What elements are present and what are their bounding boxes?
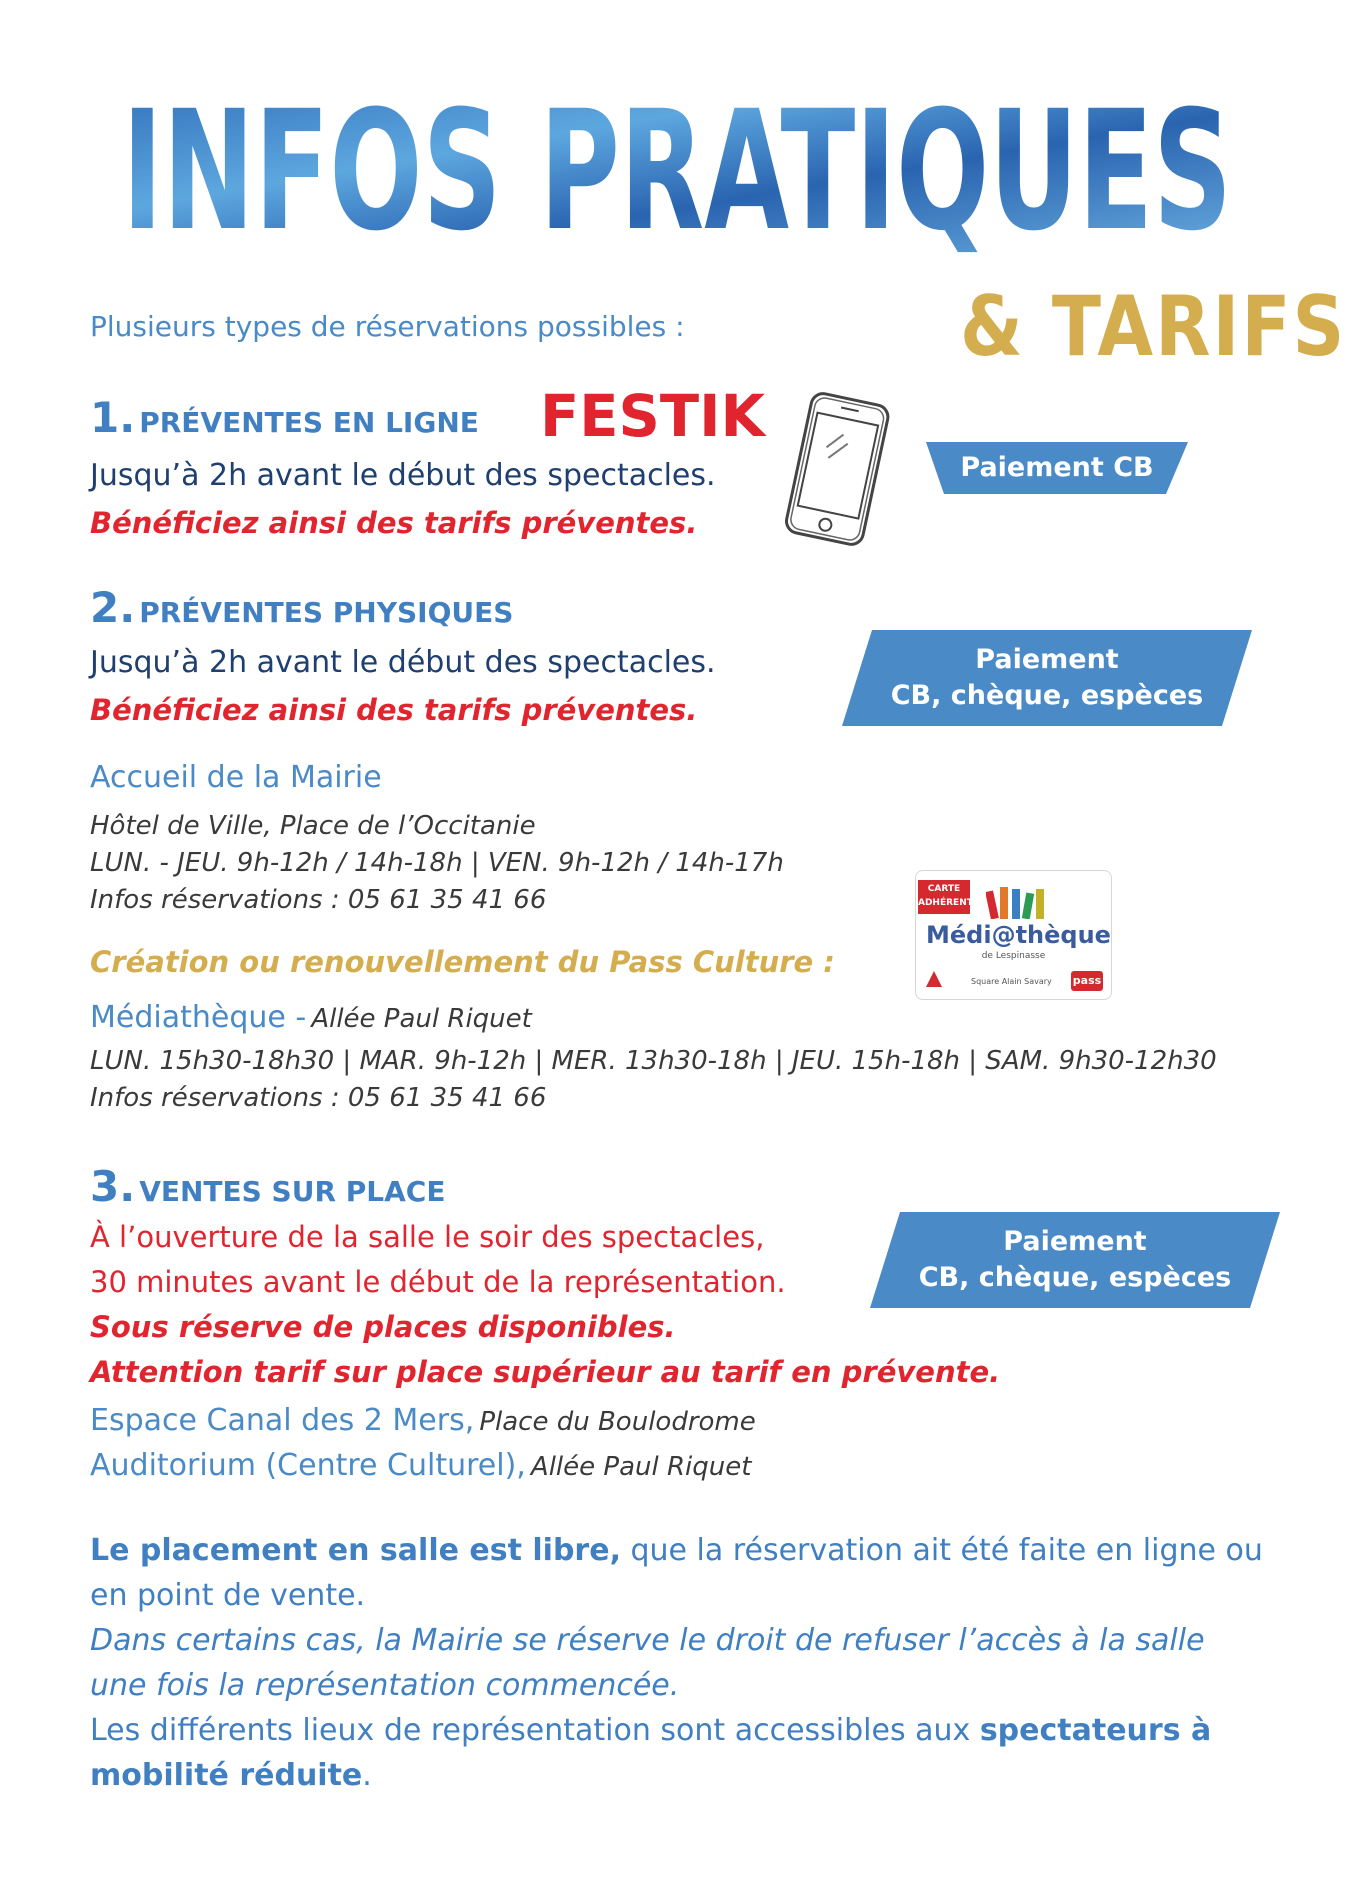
venue2-address: Allée Paul Riquet — [530, 1452, 752, 1482]
section1-line1: Jusqu’à 2h avant le début des spectacles. — [90, 458, 716, 493]
page-title — [122, 78, 1242, 258]
footer-paragraph-3 — [90, 1708, 1270, 1798]
footer-p3-end: . — [362, 1758, 372, 1793]
mediatheque-address: Allée Paul Riquet — [311, 1004, 532, 1034]
payment-badge-1 — [926, 442, 1188, 494]
section1-heading — [90, 393, 479, 442]
payment-badge-3-line1: Paiement — [1003, 1226, 1147, 1257]
section3-heading — [90, 1162, 445, 1211]
mairie-phone: Infos réservations : 05 61 35 41 66 — [90, 885, 547, 915]
page-subtitle: & TARIFS — [960, 278, 1347, 375]
footer-paragraph-2: Dans certains cas, la Mairie se réserve le droit de refuser l’accès à la salle une fois la représentation commencée. — [90, 1623, 1205, 1703]
mairie-hours: LUN. - JEU. 9h-12h / 14h-18h | VEN. 9h-12h / 14h-17h — [90, 848, 784, 878]
section3-line4: Attention tarif sur place supérieur au tarif en prévente. — [90, 1355, 1001, 1389]
section1-title: PRÉVENTES EN LIGNE — [139, 406, 479, 439]
payment-badge-3 — [870, 1212, 1280, 1308]
festik-logo-text: FESTIK — [540, 386, 768, 442]
payment-badge-2-line2: CB, chèque, espèces — [890, 680, 1204, 711]
mairie-name: Accueil de la Mairie — [90, 760, 382, 795]
payment-badge-2-label — [842, 630, 1252, 726]
pass-culture-heading: Création ou renouvellement du Pass Culture : — [90, 945, 835, 979]
footer-p3-bold: spectateurs à mobilité réduite — [90, 1713, 1212, 1793]
card-name: Médi@thèque — [926, 921, 1111, 949]
footer-paragraph-1 — [90, 1528, 1270, 1618]
mediatheque-line — [90, 1000, 532, 1038]
payment-badge-2 — [842, 630, 1252, 726]
card-sub: de Lespinasse — [981, 951, 1046, 961]
mediatheque-phone: Infos réservations : 05 61 35 41 66 — [90, 1083, 547, 1113]
payment-badge-1-label: Paiement CB — [960, 452, 1154, 483]
section3-line1: À l’ouverture de la salle le soir des spectacles, — [90, 1220, 765, 1254]
mediatheque-card — [915, 870, 1112, 1000]
card-address: Square Alain Savary — [971, 977, 1052, 986]
section3-number: 3. — [90, 1162, 136, 1211]
smartphone-icon — [780, 390, 895, 550]
venue1-name: Espace Canal des 2 Mers, — [90, 1403, 475, 1438]
section1-line2: Bénéficiez ainsi des tarifs préventes. — [90, 506, 698, 540]
footer-p3-start: Les différents lieux de représentation sont accessibles aux — [90, 1713, 980, 1748]
venue1-address: Place du Boulodrome — [479, 1407, 756, 1437]
section2-line2: Bénéficiez ainsi des tarifs préventes. — [90, 693, 698, 727]
venue2-name: Auditorium (Centre Culturel), — [90, 1448, 526, 1483]
section1-number: 1. — [90, 393, 136, 442]
section3-line3: Sous réserve de places disponibles. — [90, 1310, 676, 1344]
card-tag: CARTE ADHÉRENT — [918, 880, 970, 914]
festik-logo — [540, 386, 770, 442]
footer-p1-bold: Le placement en salle est libre, — [90, 1533, 621, 1568]
section3-title: VENTES SUR PLACE — [139, 1175, 446, 1208]
footer-notes — [90, 1528, 1270, 1798]
mairie-address: Hôtel de Ville, Place de l’Occitanie — [90, 811, 536, 841]
venue2-line — [90, 1448, 751, 1486]
payment-badge-2-line1: Paiement — [975, 644, 1119, 675]
mediatheque-name: Médiathèque - — [90, 1000, 307, 1035]
intro-text: Plusieurs types de réservations possibles : — [90, 310, 685, 343]
section2-number: 2. — [90, 583, 136, 632]
card-emblem-icon — [924, 969, 944, 989]
books-icon — [986, 883, 1056, 919]
section3-line2: 30 minutes avant le début de la représentation. — [90, 1265, 786, 1299]
payment-badge-3-line2: CB, chèque, espèces — [918, 1262, 1232, 1293]
section2-heading — [90, 583, 513, 632]
mediatheque-hours: LUN. 15h30-18h30 | MAR. 9h-12h | MER. 13h30-18h | JEU. 15h-18h | SAM. 9h30-12h30 — [90, 1046, 1217, 1076]
footer-p1-rest: que la réservation ait été faite en ligne ou en point de vente. — [90, 1533, 1263, 1613]
venue1-line — [90, 1403, 756, 1441]
page-title-text: INFOS PRATIQUES — [122, 78, 1232, 258]
section2-line1: Jusqu’à 2h avant le début des spectacles. — [90, 645, 716, 680]
payment-badge-3-label — [870, 1212, 1280, 1308]
section2-title: PRÉVENTES PHYSIQUES — [139, 596, 514, 629]
card-pass-logo: pass — [1071, 971, 1103, 991]
